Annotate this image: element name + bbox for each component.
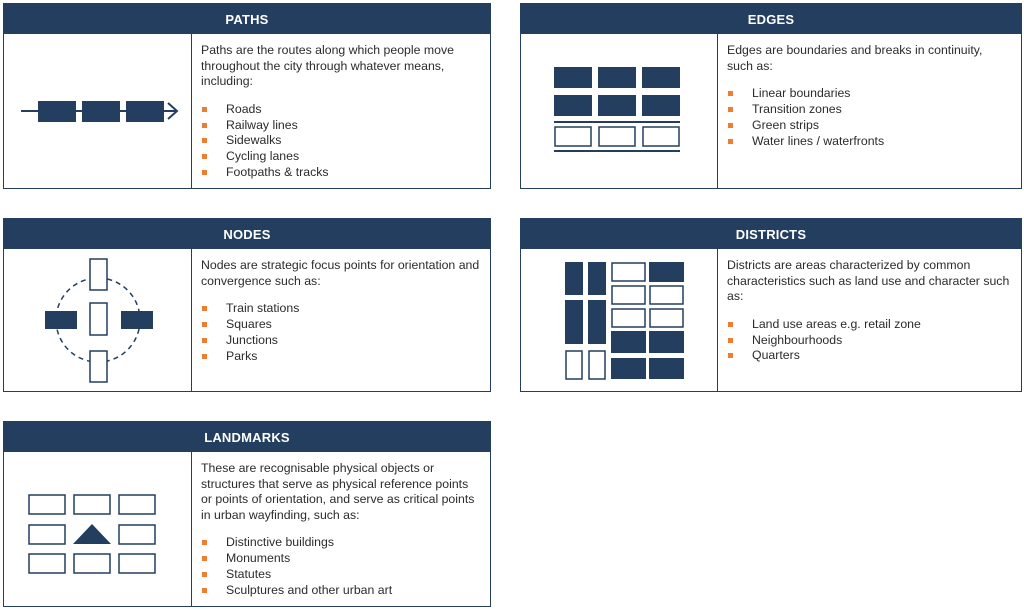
- list-item: Squares: [201, 317, 480, 333]
- districts-illustration: [521, 249, 718, 391]
- landmarks-illustration: [4, 452, 192, 606]
- landmarks-text: [192, 452, 490, 606]
- list-item: Quarters: [727, 348, 1011, 364]
- list-item: Parks: [201, 349, 480, 365]
- paths-text: [192, 34, 490, 188]
- paths-description: Paths are the routes along which people move throughout the city through whatever means, including:: [201, 43, 454, 89]
- districts-description: Districts are areas characterized by common characteristics such as land use and character such as:: [727, 258, 1010, 304]
- list-item: Monuments: [201, 551, 480, 567]
- landmark-triangle-icon: [23, 479, 173, 579]
- edges-illustration: [521, 34, 718, 188]
- paths-illustration: [4, 34, 192, 188]
- districts-card: [520, 218, 1022, 392]
- paths-card: [3, 3, 491, 189]
- nodes-card: [3, 218, 491, 392]
- edge-blocks-icon: [544, 61, 694, 161]
- list-item: Transition zones: [727, 102, 1011, 118]
- list-item: Water lines / waterfronts: [727, 134, 1011, 150]
- districts-text: [718, 249, 1021, 391]
- edges-list: [727, 86, 1011, 149]
- list-item: Cycling lanes: [201, 149, 480, 165]
- districts-list: [727, 317, 1011, 364]
- list-item: Distinctive buildings: [201, 535, 480, 551]
- edges-card: [520, 3, 1022, 189]
- landmarks-title: LANDMARKS: [4, 422, 490, 452]
- nodes-illustration: [4, 249, 192, 391]
- edges-text: [718, 34, 1021, 188]
- district-grid-icon: [554, 255, 684, 385]
- list-item: Footpaths & tracks: [201, 165, 480, 181]
- landmarks-card: [3, 421, 491, 607]
- paths-title: PATHS: [4, 4, 490, 34]
- list-item: Roads: [201, 102, 480, 118]
- list-item: Land use areas e.g. retail zone: [727, 317, 1011, 333]
- node-junction-icon: [33, 255, 163, 385]
- list-item: Statutes: [201, 567, 480, 583]
- list-item: Train stations: [201, 301, 480, 317]
- nodes-list: [201, 301, 480, 364]
- list-item: Green strips: [727, 118, 1011, 134]
- nodes-text: [192, 249, 490, 391]
- list-item: Neighbourhoods: [727, 333, 1011, 349]
- list-item: Sidewalks: [201, 133, 480, 149]
- districts-title: DISTRICTS: [521, 219, 1021, 249]
- nodes-description: Nodes are strategic focus points for orientation and convergence such as:: [201, 258, 480, 288]
- edges-description: Edges are boundaries and breaks in continuity, such as:: [727, 43, 983, 73]
- nodes-title: NODES: [4, 219, 490, 249]
- landmarks-list: [201, 535, 480, 598]
- list-item: Junctions: [201, 333, 480, 349]
- edges-title: EDGES: [521, 4, 1021, 34]
- list-item: Sculptures and other urban art: [201, 583, 480, 599]
- landmarks-description: These are recognisable physical objects or structures that serve as physical reference points or points of orientation, and serve as critical points in urban wayfinding, such as:: [201, 461, 475, 522]
- path-arrow-icon: [13, 81, 183, 141]
- paths-list: [201, 102, 480, 181]
- list-item: Railway lines: [201, 118, 480, 134]
- list-item: Linear boundaries: [727, 86, 1011, 102]
